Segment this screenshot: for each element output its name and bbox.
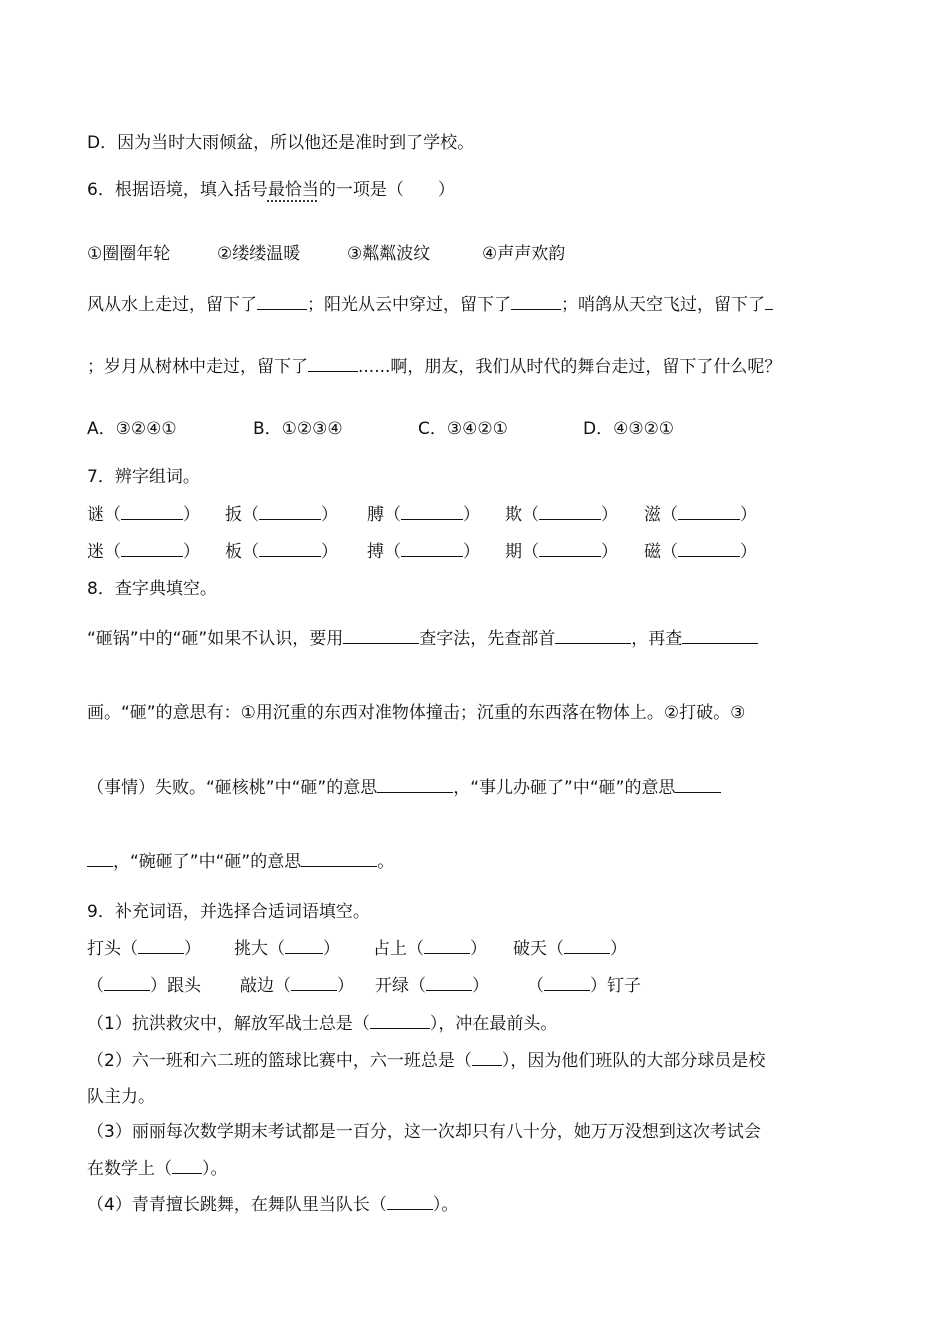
q9-paren: ）: [470, 939, 487, 959]
q9-paren: ）: [337, 976, 354, 996]
q9-idiom-text: 破天（: [513, 939, 564, 959]
q8-text: “砸锅”中的“砸”如果不认识，要用: [87, 629, 344, 649]
q6-passage-text: ；岁月从树林中走过，留下了: [87, 357, 308, 377]
q9-idiom-text: 占上（: [373, 939, 424, 959]
q7-paren: （: [661, 505, 678, 525]
q8-blank-meaning-3[interactable]: [301, 848, 377, 867]
q6-option-d[interactable]: D．④③②①: [583, 419, 675, 439]
q9-idiom-text: 打头（: [87, 939, 138, 959]
q7-char: 磁: [644, 542, 661, 562]
q9-sentence-2: [87, 1046, 765, 1071]
q9-idiom-3: [373, 934, 487, 959]
q9-idiom-text: 敲边（: [240, 976, 291, 996]
q9-paren: ）: [472, 976, 489, 996]
q7-paren: ）: [601, 505, 618, 525]
q6-blank-4[interactable]: [308, 353, 358, 372]
q6-option-c[interactable]: C．③④②①: [418, 419, 508, 439]
q6-blank-2[interactable]: [511, 291, 561, 310]
q6-passage-line1: [87, 290, 773, 315]
q6-passage-text: ......啊，朋友，我们从时代的舞台走过，留下了什么呢？: [358, 357, 782, 377]
q7-word: [505, 537, 618, 562]
q7-blank[interactable]: [539, 501, 601, 520]
q7-word: [87, 500, 200, 525]
q9-idiom-blank[interactable]: [424, 935, 470, 954]
q9-idiom-text: ）跟头: [150, 976, 201, 996]
q9-sentence-3: （3）丽丽每次数学期末考试都是一百分，这一次却只有八十分，她万万没想到这次考试会: [87, 1122, 761, 1142]
q7-paren: （: [522, 542, 539, 562]
q7-word: [644, 537, 757, 562]
q6-item-3: ③粼粼波纹: [347, 244, 431, 264]
q7-paren: ）: [740, 542, 757, 562]
q7-paren: （: [661, 542, 678, 562]
q6-option-b[interactable]: B．①②③④: [253, 419, 343, 439]
q7-char: 膊: [367, 505, 384, 525]
q8-text: ，“碗砸了”中“砸”的意思: [113, 852, 302, 872]
q9-idiom-blank[interactable]: [138, 935, 184, 954]
q7-word: [225, 500, 338, 525]
q7-paren: ）: [321, 505, 338, 525]
q9-idiom-text: 开绿（: [375, 976, 426, 996]
q9-sentence-1: [87, 1009, 557, 1034]
q8-text: （事情）失败。“砸核桃”中“砸”的意思: [87, 778, 378, 798]
q8-blank-meaning-2[interactable]: [675, 774, 721, 793]
q6-passage-text: ；阳光从云中穿过，留下了: [307, 295, 511, 315]
q6-item-1: ①圈圈年轮: [87, 244, 171, 264]
q6-stem-emphasis: 最恰当: [267, 180, 319, 200]
q8-line4: [87, 847, 394, 872]
q9-text: ），因为他们班队的大部分球员是校: [501, 1051, 766, 1071]
q8-blank-meaning-1[interactable]: [377, 774, 453, 793]
q8-blank-method[interactable]: [343, 625, 419, 644]
q8-blank-strokes[interactable]: [682, 625, 758, 644]
q9-text: （1）抗洪救灾中，解放军战士总是（: [87, 1014, 370, 1034]
q8-line3: [87, 773, 721, 798]
q9-paren: ）: [323, 939, 340, 959]
q8-blank-meaning-2-cont[interactable]: [87, 848, 113, 867]
q7-paren: ）: [601, 542, 618, 562]
q7-blank[interactable]: [678, 538, 740, 557]
q7-blank[interactable]: [678, 501, 740, 520]
q8-line2: 画。“砸”的意思有：①用沉重的东西对准物体撞击；沉重的东西落在物体上。②打破。③: [87, 703, 746, 723]
q7-paren: ）: [740, 505, 757, 525]
q6-stem: [87, 175, 455, 200]
q6-item-2: ②缕缕温暖: [217, 244, 301, 264]
q7-word: [505, 500, 618, 525]
q7-paren: （: [242, 542, 259, 562]
q9-idiom-blank[interactable]: [426, 972, 472, 991]
q7-char: 谜: [87, 505, 104, 525]
q9-idiom-5: [87, 971, 201, 996]
q7-blank[interactable]: [539, 538, 601, 557]
q9-blank-4[interactable]: [387, 1191, 433, 1210]
q7-word: [644, 500, 757, 525]
q9-paren: ）: [610, 939, 627, 959]
q9-text: （2）六一班和六二班的篮球比赛中，六一班总是（: [87, 1051, 472, 1071]
q6-passage-text: 风从水上走过，留下了: [87, 295, 257, 315]
q6-passage-text: ；哨鸽从天空飞过，留下了: [561, 295, 765, 315]
q6-item-4: ④声声欢韵: [482, 244, 566, 264]
q7-blank[interactable]: [121, 501, 183, 520]
q9-sentence-4: [87, 1190, 458, 1215]
q9-paren: （: [527, 976, 544, 996]
q9-idiom-2: [234, 934, 340, 959]
q8-text: 查字法，先查部首: [419, 629, 556, 649]
q9-idiom-1: [87, 934, 201, 959]
q7-word: [225, 537, 338, 562]
q9-text: ）。: [432, 1195, 459, 1215]
q6-blank-3[interactable]: [765, 291, 773, 310]
q9-paren: ）: [184, 939, 201, 959]
q7-char: 板: [225, 542, 242, 562]
q7-blank[interactable]: [259, 501, 321, 520]
q7-paren: ）: [183, 542, 200, 562]
q7-paren: （: [384, 505, 401, 525]
q6-blank-1[interactable]: [257, 291, 307, 310]
q9-idiom-7: [375, 971, 489, 996]
q7-paren: （: [522, 505, 539, 525]
q8-text: ，“事儿办砸了”中“砸”的意思: [453, 778, 676, 798]
q9-idiom-blank[interactable]: [285, 935, 323, 954]
q9-idiom-6: [240, 971, 354, 996]
q9-idiom-blank[interactable]: [564, 935, 610, 954]
q9-idiom-blank[interactable]: [544, 972, 590, 991]
q7-paren: ）: [321, 542, 338, 562]
q9-title: 9．补充词语，并选择合适词语填空。: [87, 902, 370, 922]
q9-idiom-text: 挑大（: [234, 939, 285, 959]
q6-passage-line2: [87, 352, 781, 377]
q6-option-a[interactable]: A．③②④①: [87, 419, 177, 439]
q9-idiom-blank[interactable]: [291, 972, 337, 991]
q7-title: 7．辨字组词。: [87, 467, 200, 487]
q7-blank[interactable]: [121, 538, 183, 557]
q9-sentence-2-cont: 队主力。: [87, 1087, 155, 1107]
q9-idiom-text: ）钉子: [590, 976, 641, 996]
q7-paren: （: [104, 505, 121, 525]
q7-char: 迷: [87, 542, 104, 562]
q9-blank-3[interactable]: [172, 1155, 202, 1174]
q9-text: 在数学上（: [87, 1159, 172, 1179]
q9-idiom-blank[interactable]: [104, 972, 150, 991]
q8-line1: [87, 624, 758, 649]
q9-sentence-3-cont: [87, 1154, 228, 1179]
q7-char: 期: [505, 542, 522, 562]
q8-text: ，再查: [631, 629, 683, 649]
q7-blank[interactable]: [401, 538, 463, 557]
q7-paren: （: [384, 542, 401, 562]
q7-blank[interactable]: [259, 538, 321, 557]
q8-blank-radical[interactable]: [555, 625, 631, 644]
q9-idiom-8: [527, 971, 641, 996]
q9-paren: （: [87, 976, 104, 996]
q7-char: 欺: [505, 505, 522, 525]
q6-stem-post: 的一项是（ ）: [318, 180, 455, 200]
q7-word: [367, 537, 480, 562]
q7-paren: ）: [463, 542, 480, 562]
q9-text: ），冲在最前头。: [429, 1014, 558, 1034]
q9-text: ）。: [202, 1159, 228, 1179]
q7-paren: （: [242, 505, 259, 525]
q5-option-d: D．因为当时大雨倾盆，所以他还是准时到了学校。: [87, 133, 475, 153]
q7-paren: ）: [463, 505, 480, 525]
q6-stem-pre: 6．根据语境，填入括号: [87, 180, 268, 200]
q8-text: 。: [377, 852, 395, 872]
q7-blank[interactable]: [401, 501, 463, 520]
q7-word: [87, 537, 200, 562]
q7-word: [367, 500, 480, 525]
q7-char: 搏: [367, 542, 384, 562]
q7-char: 滋: [644, 505, 661, 525]
q7-char: 扳: [225, 505, 242, 525]
q9-blank-1[interactable]: [370, 1010, 430, 1029]
q7-paren: （: [104, 542, 121, 562]
q9-blank-2[interactable]: [472, 1047, 502, 1066]
q8-title: 8．查字典填空。: [87, 579, 217, 599]
q9-text: （4）青青擅长跳舞，在舞队里当队长（: [87, 1195, 387, 1215]
q7-paren: ）: [183, 505, 200, 525]
q9-idiom-4: [513, 934, 627, 959]
